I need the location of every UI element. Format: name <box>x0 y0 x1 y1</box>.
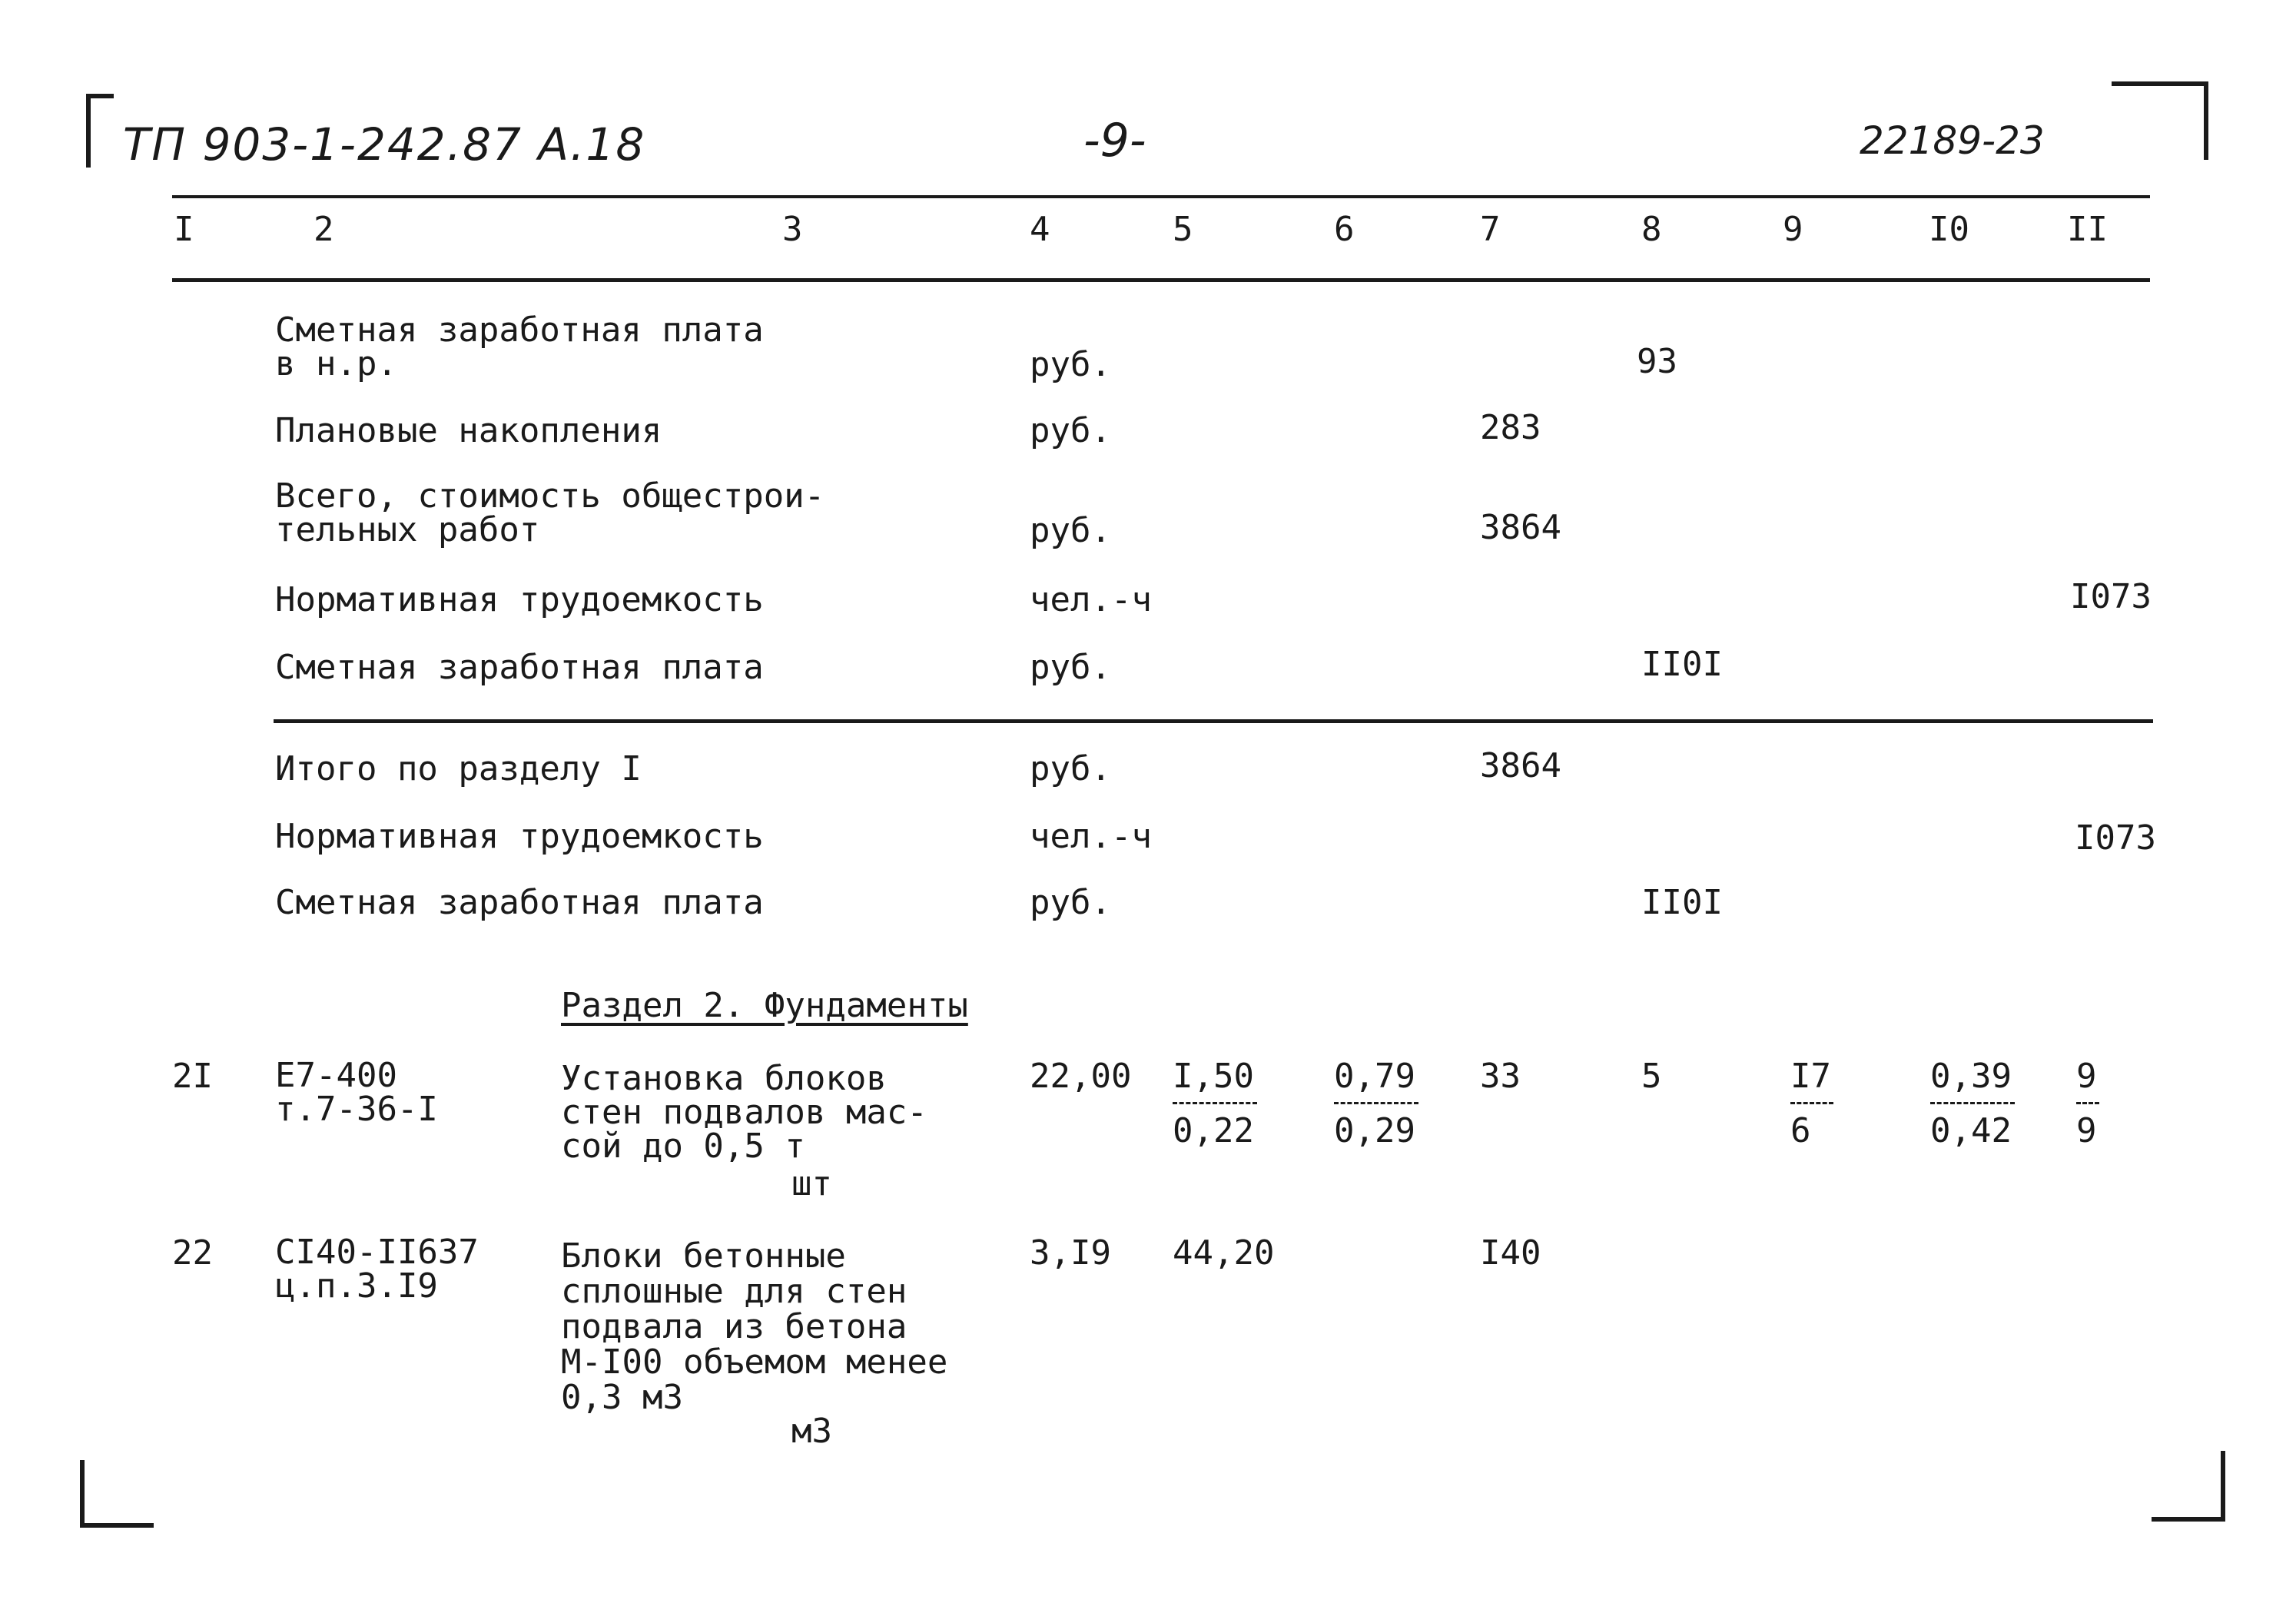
summary1-unit-1: руб. <box>1030 345 1111 384</box>
row21-col5-top: I,50 <box>1173 1057 1254 1096</box>
col-8-header: 8 <box>1641 210 1662 249</box>
page-number: -9- <box>1083 114 1146 168</box>
summary2-unit-1: руб. <box>1030 749 1111 788</box>
summary1-name-3: Всего, стоимость общестрои- тельных работ <box>275 476 825 549</box>
row21-col8: 5 <box>1641 1057 1662 1096</box>
row21-col9-fraction <box>1790 1059 1833 1149</box>
summary1-unit-3: руб. <box>1030 511 1111 550</box>
summary1-value-5: II0I <box>1641 645 1723 684</box>
summary2-value-3: II0I <box>1641 883 1723 922</box>
summary2-name-2: Нормативная трудоемкость <box>275 817 764 856</box>
col-6-header: 6 <box>1334 210 1355 249</box>
summary1-value-2: 283 <box>1480 408 1541 447</box>
row22-code: СI40-II637 ц.п.3.I9 <box>275 1233 479 1306</box>
summary1-unit-4: чел.-ч <box>1030 580 1152 619</box>
summary1-name-4: Нормативная трудоемкость <box>275 580 764 619</box>
col-2-header: 2 <box>314 210 334 249</box>
row21-col10-bottom: 0,42 <box>1930 1111 2012 1150</box>
row22-col7: I40 <box>1480 1233 1541 1273</box>
row21-code: Е7-400 т.7-36-I <box>275 1056 438 1129</box>
row21-col7: 33 <box>1480 1057 1521 1096</box>
row21-description: Установка блоков стен подвалов мас- сой до 0,5 т <box>561 1059 927 1166</box>
summary1-value-1: 93 <box>1637 342 1677 381</box>
row21-quantity: 22,00 <box>1030 1057 1132 1096</box>
col-5-header: 5 <box>1173 210 1193 249</box>
row21-col11-fraction <box>2076 1059 2099 1149</box>
col-10-header: I0 <box>1929 210 1969 249</box>
col-11-header: II <box>2067 210 2108 249</box>
summary2-unit-3: руб. <box>1030 883 1111 922</box>
fraction-bar <box>1334 1102 1418 1104</box>
row22-unit: м3 <box>791 1412 832 1451</box>
row22-col5: 44,20 <box>1173 1233 1275 1273</box>
summary2-unit-2: чел.-ч <box>1030 817 1152 856</box>
header-rule-bottom <box>172 278 2150 282</box>
header-rule-top <box>172 195 2150 198</box>
row21-col11-top: 9 <box>2076 1057 2097 1096</box>
sheet-number: 22189-23 <box>1860 118 2045 163</box>
col-4-header: 4 <box>1030 210 1050 249</box>
fraction-bar <box>1790 1102 1833 1104</box>
row22-description: Блоки бетонные сплошные для стен подвала из бетона М-I00 объемом менее 0,3 м3 <box>561 1236 948 1417</box>
row22-quantity: 3,I9 <box>1030 1233 1111 1273</box>
summary1-value-4: I073 <box>2070 577 2152 616</box>
row21-col6-bottom: 0,29 <box>1334 1111 1415 1150</box>
summary2-value-2: I073 <box>2075 818 2156 858</box>
row21-col6-top: 0,79 <box>1334 1057 1415 1096</box>
fraction-bar <box>1173 1102 1257 1104</box>
row22-number: 22 <box>172 1233 213 1273</box>
summary2-name-1: Итого по разделу I <box>275 749 642 788</box>
fraction-bar <box>2076 1102 2099 1104</box>
row21-col10-top: 0,39 <box>1930 1057 2012 1096</box>
row21-col5-bottom: 0,22 <box>1173 1111 1254 1150</box>
summary2-value-1: 3864 <box>1480 746 1561 785</box>
row21-col11-bottom: 9 <box>2076 1111 2097 1150</box>
summary-divider-rule <box>274 719 2153 723</box>
col-7-header: 7 <box>1480 210 1501 249</box>
summary1-unit-2: руб. <box>1030 411 1111 450</box>
frame-corner-bottom-left <box>80 1460 154 1528</box>
section-title: Раздел 2. Фундаменты <box>561 986 968 1025</box>
summary1-name-1: Сметная заработная плата в н.р. <box>275 310 764 383</box>
col-1-header: I <box>174 210 194 249</box>
row21-col6-fraction <box>1334 1059 1418 1149</box>
row21-unit: шт <box>791 1164 832 1203</box>
doc-code: ТП 903-1-242.87 А.18 <box>123 118 646 171</box>
summary1-value-3: 3864 <box>1480 508 1561 547</box>
frame-corner-top-right <box>2112 81 2208 160</box>
col-9-header: 9 <box>1783 210 1803 249</box>
frame-corner-top-left <box>86 94 114 168</box>
summary1-name-2: Плановые накопления <box>275 411 662 450</box>
summary2-name-3: Сметная заработная плата <box>275 883 764 922</box>
row21-col5-fraction <box>1173 1059 1257 1149</box>
row21-col9-bottom: 6 <box>1790 1111 1811 1150</box>
frame-corner-bottom-right <box>2152 1451 2225 1522</box>
row21-number: 2I <box>172 1057 213 1096</box>
row21-col9-top: I7 <box>1790 1057 1831 1096</box>
summary1-name-5: Сметная заработная плата <box>275 648 764 687</box>
col-3-header: 3 <box>782 210 803 249</box>
summary1-unit-5: руб. <box>1030 648 1111 687</box>
fraction-bar <box>1930 1102 2015 1104</box>
row21-col10-fraction <box>1930 1059 2015 1149</box>
